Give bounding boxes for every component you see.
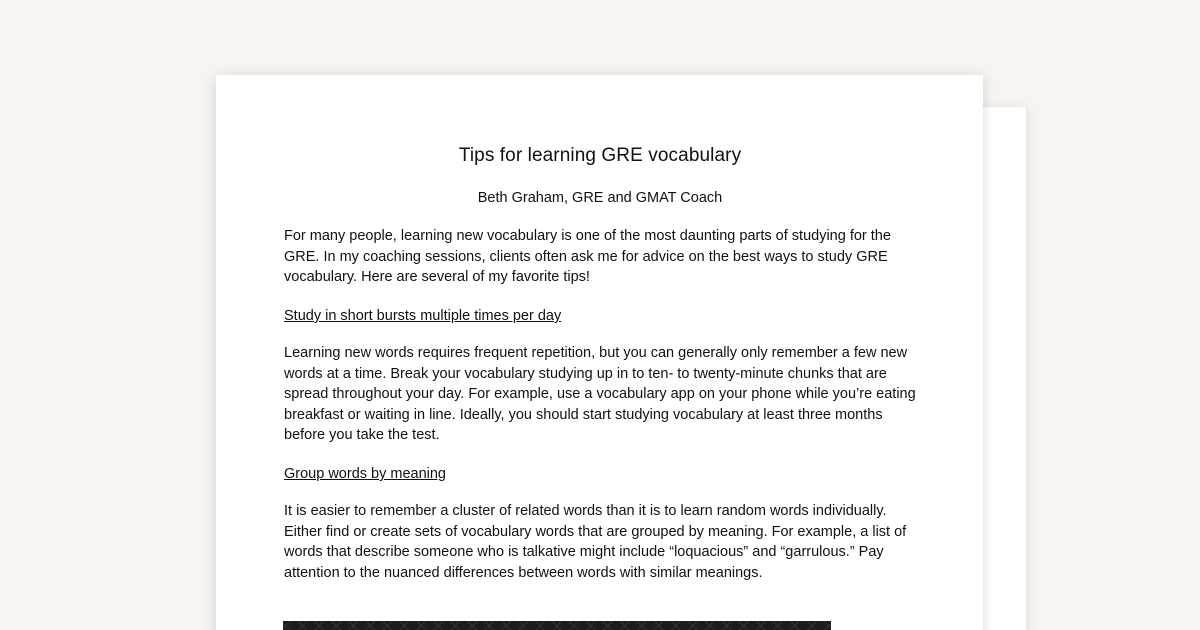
section-body-group-words: It is easier to remember a cluster of related words than it is to learn random words individually. Either find or create sets of vocabulary words that are grouped by meaning. For example, a list of words that describe someone who is talkative might include “loquacious” and “garrulous.” Pay attention to the nuanced differences between words with similar meanings. <box>284 503 907 581</box>
section-heading-group-words: Group words by meaning <box>284 466 446 482</box>
document-author: Beth Graham, GRE and GMAT Coach <box>477 190 723 206</box>
section-heading-short-bursts: Study in short bursts multiple times per day <box>284 308 562 324</box>
document-title: Tips for learning GRE vocabulary <box>458 145 742 166</box>
decorative-image-band <box>283 621 831 630</box>
section-body-short-bursts: Learning new words requires frequent repetition, but you can generally only remember a few new words at a time. Break your vocabulary studying up in to ten- to twenty-minute chunks that are spread throughout your day. For example, use a vocabulary app on your phone while you’re eating breakfast or waiting in line. Ideally, you should start studying vocabulary at least three months before you take the test. <box>284 345 916 444</box>
intro-paragraph: For many people, learning new vocabulary is one of the most daunting parts of studying for the GRE. In my coaching sessions, clients often ask me for advice on the best ways to study GRE vocabulary. Here are several of my favorite tips! <box>284 228 891 286</box>
front-page-sheet <box>216 75 983 630</box>
